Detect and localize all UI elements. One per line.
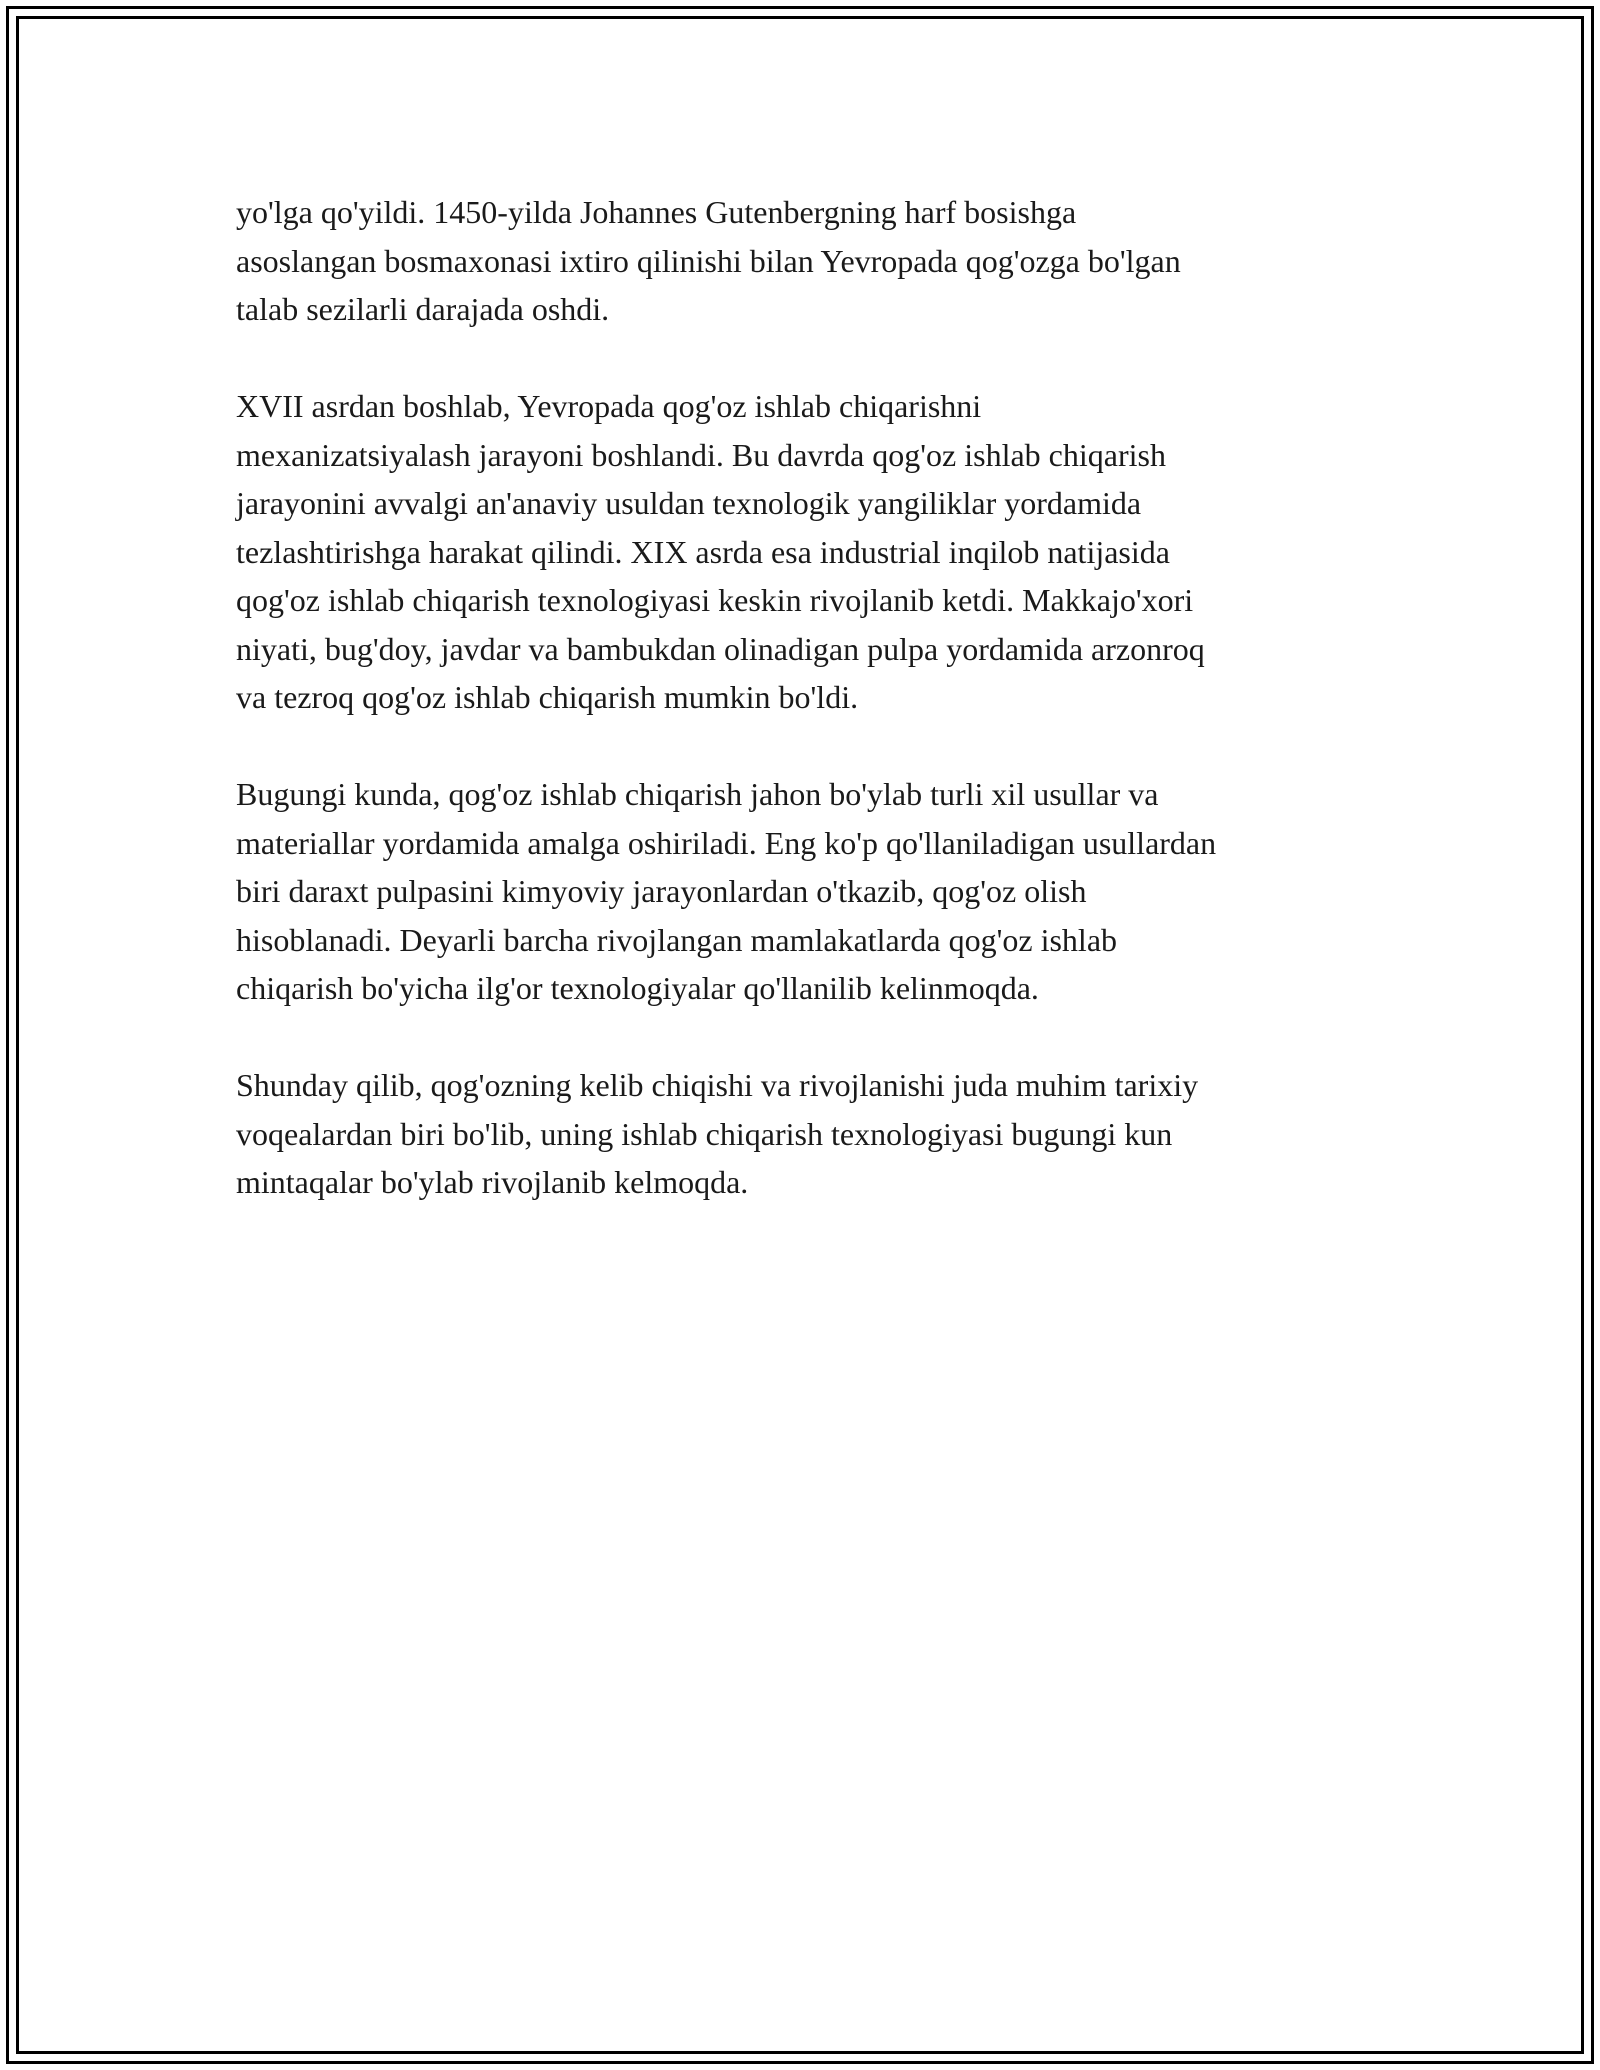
text-line: mexanizatsiyalash jarayoni boshlandi. Bu davrda qog'oz ishlab chiqarish	[236, 436, 1166, 473]
text-line: qog'oz ishlab chiqarish texnologiyasi keskin rivojlanib ketdi. Makkajo'xori	[236, 582, 1194, 618]
text-line: talab sezilarli darajada oshdi.	[236, 291, 610, 327]
text-line: va tezroq qog'oz ishlab chiqarish mumkin bo'ldi.	[236, 679, 859, 715]
paragraph-3	[236, 770, 1386, 1013]
document-body	[236, 188, 1386, 1255]
paragraph-4	[236, 1061, 1386, 1207]
paragraph-1	[236, 188, 1386, 334]
text-line: Bugungi kunda, qog'oz ishlab chiqarish jahon bo'ylab turli xil usullar va	[236, 776, 1159, 812]
text-line: jarayonini avvalgi an'anaviy usuldan texnologik yangiliklar yordamida	[236, 485, 1142, 521]
text-line: biri daraxt pulpasini kimyoviy jarayonlardan o'tkazib, qog'oz olish	[236, 873, 1087, 909]
text-line: XVII asrdan boshlab, Yevropada qog'oz ishlab chiqarishni	[236, 388, 982, 424]
text-line: hisoblanadi. Deyarli barcha rivojlangan mamlakatlarda qog'oz ishlab	[236, 921, 1118, 958]
text-line: yo'lga qo'yildi. 1450-yilda Johannes Gutenbergning harf bosishga	[236, 194, 1077, 230]
text-line: chiqarish bo'yicha ilg'or texnologiyalar qo'llanilib kelinmoqda.	[236, 970, 1039, 1006]
text-line: materiallar yordamida amalga oshiriladi. Eng ko'p qo'llaniladigan usullardan	[236, 824, 1217, 861]
text-line: niyati, bug'doy, javdar va bambukdan olinadigan pulpa yordamida arzonroq	[236, 630, 1205, 667]
text-line: voqealardan biri bo'lib, uning ishlab chiqarish texnologiyasi bugungi kun	[236, 1115, 1173, 1152]
text-line: mintaqalar bo'ylab rivojlanib kelmoqda.	[236, 1164, 749, 1200]
text-line: Shunday qilib, qog'ozning kelib chiqishi va rivojlanishi juda muhim tarixiy	[236, 1067, 1199, 1103]
text-line: asoslangan bosmaxonasi ixtiro qilinishi bilan Yevropada qog'ozga bo'lgan	[236, 242, 1181, 279]
text-line: tezlashtirishga harakat qilindi. XIX asrda esa industrial inqilob natijasida	[236, 533, 1170, 570]
paragraph-2	[236, 382, 1386, 722]
